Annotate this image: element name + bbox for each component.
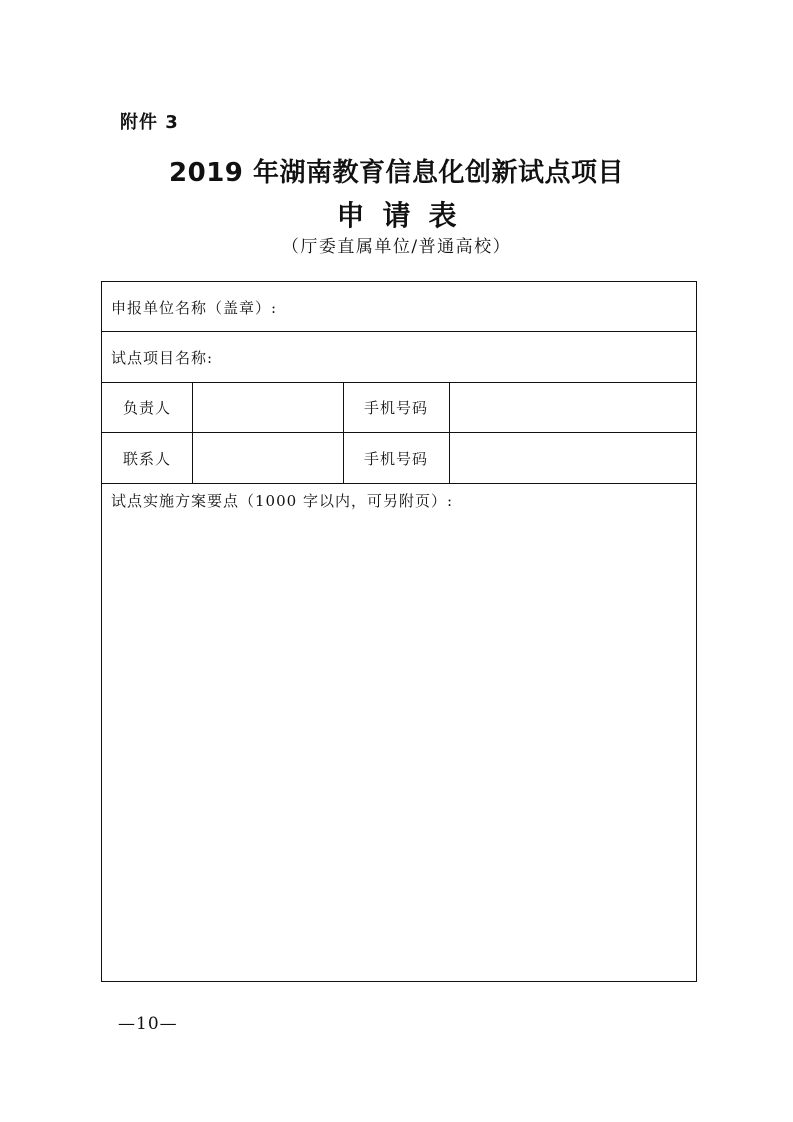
plan-label: 试点实施方案要点（1000 字以内，可另附页）: xyxy=(111,492,453,510)
applicant-unit-row xyxy=(102,282,696,332)
document-title: 2019 年湖南教育信息化创新试点项目 xyxy=(169,158,624,188)
form-title: 申请表 xyxy=(336,199,475,232)
page-number: —10— xyxy=(118,1014,178,1034)
plan-row[interactable] xyxy=(102,484,696,981)
leader-label: 负责人 xyxy=(122,399,171,417)
leader-phone-label: 手机号码 xyxy=(363,399,428,417)
leader-field[interactable] xyxy=(193,383,343,432)
contact-field[interactable] xyxy=(193,433,343,483)
applicant-unit-label: 申报单位名称（盖章）: xyxy=(111,299,278,317)
contact-label: 联系人 xyxy=(122,449,171,468)
document-subtitle: （厅委直属单位/普通高校） xyxy=(281,237,512,257)
attachment-label: 附件 3 xyxy=(120,112,179,133)
contact-phone-label: 手机号码 xyxy=(363,449,428,468)
application-form-table xyxy=(101,281,697,982)
contact-row xyxy=(102,433,696,484)
leader-row xyxy=(102,383,696,433)
pilot-project-label: 试点项目名称: xyxy=(111,349,214,367)
contact-phone-field[interactable] xyxy=(450,433,696,483)
leader-phone-field[interactable] xyxy=(450,383,696,432)
pilot-project-row xyxy=(102,332,696,383)
